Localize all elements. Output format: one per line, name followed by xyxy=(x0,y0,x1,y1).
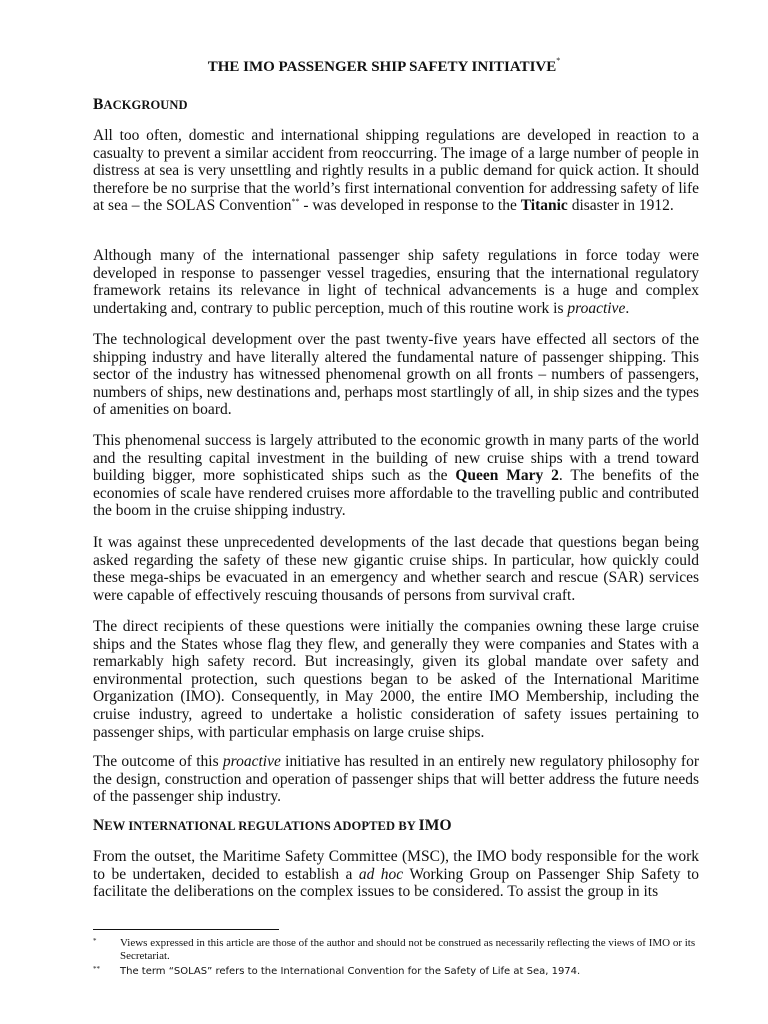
paragraph-6: The direct recipients of these questions were initially the companies owning these large cruise ships and the States whose flag they flew, and generally they were companies and States with a remarkably high safety record. But increasingly, given its global mandate over safety and environmental protection, such questions began to be asked of the International Maritime Organization (IMO). Consequently, in May 2000, the entire IMO Membership, including the cruise industry, agreed to undertake a holistic consideration of safety issues pertaining to passenger ships, with particular emphasis on large cruise ships. xyxy=(93,618,699,741)
section-heading-background xyxy=(93,96,188,114)
emphasis: proactive xyxy=(567,299,626,317)
paragraph-8 xyxy=(93,848,699,901)
ship-name: Titanic xyxy=(520,197,568,215)
paragraph-4 xyxy=(93,432,699,520)
text: disaster in 1912. xyxy=(567,197,674,215)
text: From the outset, the Maritime Safety Committee (MSC), the IMO body responsible for the work to be undertaken, decided to establish a xyxy=(93,848,699,883)
paragraph-3: The technological development over the past twenty-five years have effected all sectors of the shipping industry and have literally altered the fundamental nature of passenger shipping. This sector of the industry has witnessed phenomenal growth on all fronts – numbers of passengers, numbers of ships, new destinations and, perhaps most startlingly of all, in ship sizes and the types of amenities on board. xyxy=(93,331,699,419)
heading-rest: EW INTERNATIONAL REGULATIONS ADOPTED BY xyxy=(104,819,419,833)
paragraph-7 xyxy=(93,753,699,806)
text: - was developed in response to the xyxy=(299,197,521,215)
text: . The benefits of the economies of scale have rendered cruises more affordable to the travelling public and contributed the boom in the cruise shipping industry. xyxy=(93,467,699,520)
heading-initial: B xyxy=(93,96,104,113)
footnote-mark: ** xyxy=(93,965,100,973)
emphasis: proactive xyxy=(222,753,281,770)
footnote-text: The term “SOLAS” refers to the International Convention for the Safety of Life at Sea, 1974. xyxy=(120,966,581,977)
footnote-text: Views expressed in this article are those of the author and should not be construed as necessarily reflecting the views of IMO or its Secretariat. xyxy=(120,937,696,963)
page-title xyxy=(0,58,768,76)
footnote-1 xyxy=(93,937,699,964)
paragraph-1 xyxy=(93,127,699,215)
footnote-mark: * xyxy=(556,56,561,65)
heading-acronym: IMO xyxy=(418,817,452,834)
title-text: THE IMO PASSENGER SHIP SAFETY INITIATIVE xyxy=(207,59,557,75)
paragraph-2 xyxy=(93,247,699,317)
paragraph-5: It was against these unprecedented developments of the last decade that questions began being asked regarding the safety of these new gigantic cruise ships. In particular, how quickly could these mega-ships be evacuated in an emergency and whether search and rescue (SAR) services were capable of effectively rescuing thousands of persons from survival craft. xyxy=(93,534,699,604)
text: All too often, domestic and international shipping regulations are developed in reaction to a casualty to prevent a similar accident from reoccurring. The image of a large number of people in distress at sea is very unsettling and rightly results in a public demand for quick action. It should therefore be no surprise that the world’s first international convention for addressing safety of life at sea – the SOLAS Convention xyxy=(93,127,699,215)
text: Although many of the international passenger ship safety regulations in force today were developed in response to passenger vessel tragedies, ensuring that the international regulatory framework retains its relevance in light of technical advancements is a huge and complex undertaking and, contrary to public perception, much of this routine work is xyxy=(93,247,699,317)
footnote-2 xyxy=(93,965,699,978)
footnote-mark: ** xyxy=(291,197,300,207)
text: . xyxy=(625,299,630,317)
footnote-mark: * xyxy=(93,937,97,945)
text: initiative has resulted in an entirely new regulatory philosophy for the design, construction and operation of passenger ships that will better address the future needs of the passenger ship industry. xyxy=(93,753,700,806)
emphasis: ad hoc xyxy=(358,865,404,883)
text: Working Group on Passenger Ship Safety to facilitate the deliberations on the complex issues to be considered. To assist the group in its xyxy=(93,865,699,901)
text: The outcome of this xyxy=(93,753,223,770)
text: This phenomenal success is largely attributed to the economic growth in many parts of the world and the resulting capital investment in the building of new cruise ships with a trend toward building bigger, more sophisticated ships such as the xyxy=(93,432,699,485)
heading-initial: N xyxy=(93,817,105,834)
footnote-divider xyxy=(93,929,279,930)
ship-name: Queen Mary 2 xyxy=(455,467,559,485)
heading-rest: ACKGROUND xyxy=(103,98,188,112)
section-heading-new-regulations xyxy=(93,817,452,835)
